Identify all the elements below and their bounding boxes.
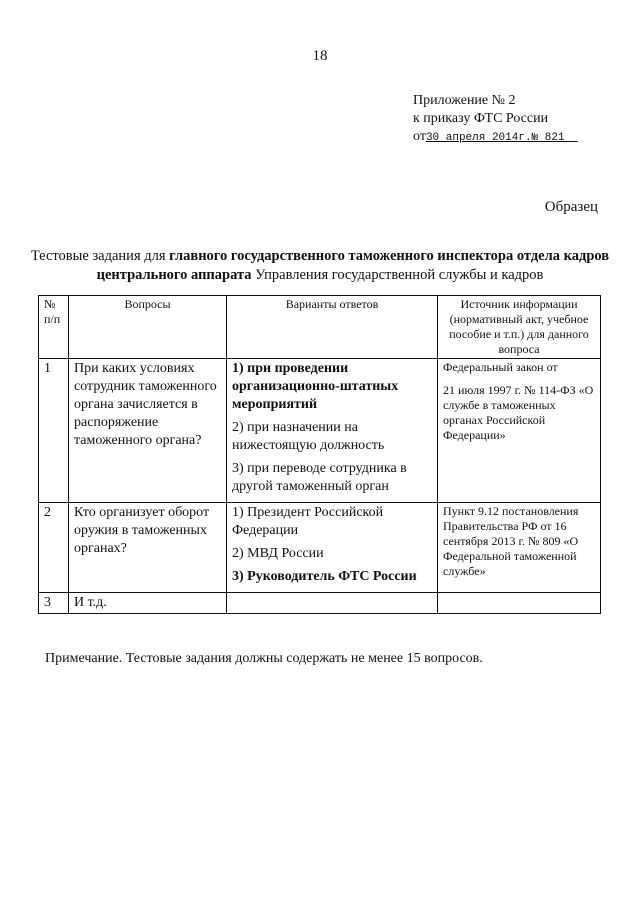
source [438, 359, 601, 503]
answers [227, 359, 438, 503]
header-questions: Вопросы [69, 296, 227, 359]
source [438, 593, 601, 614]
answer: 3) при переводе сотрудника в другой таможенный орган [232, 461, 407, 494]
row-num: 1 [39, 359, 69, 503]
table-header-row [39, 296, 601, 359]
title-part2: главного государственного таможенного инспектора отдела кадров центрального аппарата [96, 248, 610, 283]
order-number: 821 [538, 132, 578, 144]
answer-correct: 3) Руководитель ФТС России [232, 569, 417, 584]
title-part3: Управления государственной службы и кадров [251, 267, 544, 283]
header-answers: Варианты ответов [227, 296, 438, 359]
answer: 2) МВД России [232, 546, 324, 561]
order-date: 30 апреля 2014г. [425, 132, 532, 144]
question: При каких условиях сотрудник таможенного органа зачисляется в распоряжение таможенного органа? [69, 359, 227, 503]
answers [227, 593, 438, 614]
sample-label: Образец [544, 199, 598, 215]
date-prefix: от [413, 129, 426, 144]
test-tasks-table [38, 295, 601, 614]
answer: 2) при назначении на нижестоящую должность [232, 420, 385, 453]
note: Примечание. Тестовые задания должны содержать не менее 15 вопросов. [45, 651, 483, 666]
row-num: 3 [39, 593, 69, 614]
appendix-date-line [413, 128, 578, 147]
header-num: № п/п [39, 296, 69, 359]
document-title [30, 247, 610, 285]
question: И т.д. [69, 593, 227, 614]
answer: 1) Президент Российской Федерации [232, 505, 384, 538]
row-num: 2 [39, 503, 69, 593]
appendix-line2: к приказу ФТС России [413, 111, 549, 126]
source [438, 503, 601, 593]
appendix-block [413, 92, 578, 147]
number-prefix: № [531, 132, 539, 144]
question: Кто организует оборот оружия в таможенных органах? [69, 503, 227, 593]
appendix-line1: Приложение № 2 [413, 93, 516, 108]
table-row [39, 359, 601, 503]
answer-correct: 1) при проведении организационно-штатных мероприятий [232, 361, 399, 412]
answers [227, 503, 438, 593]
source-line: 21 июля 1997 г. № 114-ФЗ «О службе в таможенных органах Российской Федерации» [443, 383, 594, 442]
page-number: 18 [312, 48, 328, 64]
table-row [39, 503, 601, 593]
table-row [39, 593, 601, 614]
title-part1: Тестовые задания для [30, 248, 170, 264]
header-source: Источник информации (нормативный акт, учебное пособие и т.п.) для данного вопроса [438, 296, 601, 359]
source-line: Федеральный закон от [443, 360, 558, 374]
source-line: Пункт 9.12 постановления Правительства РФ от 16 сентября 2013 г. № 809 «О Федеральной таможенной службе» [443, 504, 579, 578]
